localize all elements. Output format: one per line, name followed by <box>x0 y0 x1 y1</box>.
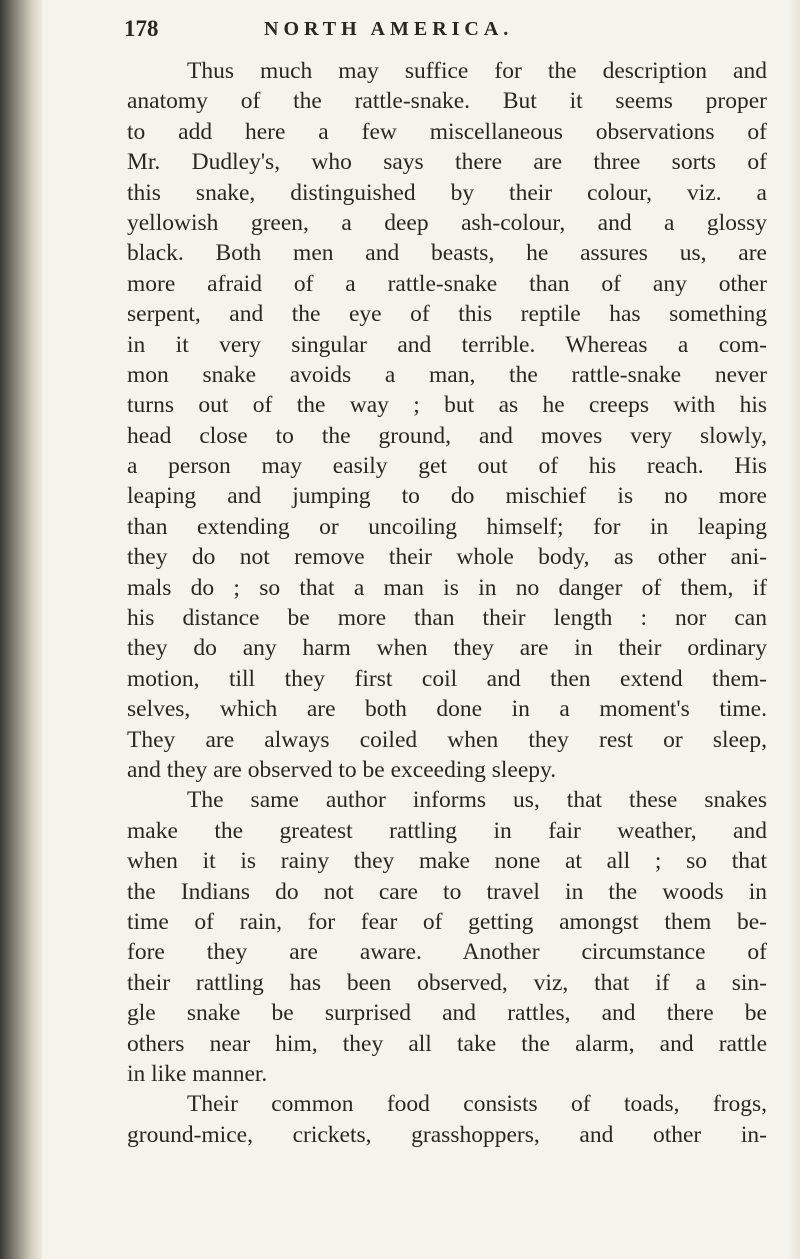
text-line: ground-mice, crickets, grasshoppers, and other in- <box>127 1121 767 1148</box>
text-line: in like manner. <box>127 1060 268 1087</box>
book-gutter <box>0 0 42 1259</box>
text-line: mals do ; so that a man is in no danger of them, if <box>127 574 767 601</box>
text-line: selves, which are both done in a moment's time. <box>127 696 767 723</box>
page-edge <box>788 0 800 1259</box>
text-line: anatomy of the rattle-snake. But it seems proper <box>127 88 767 115</box>
text-line: and they are observed to be exceeding sleepy. <box>127 756 557 783</box>
text-line: in it very singular and terrible. Whereas a com- <box>127 331 767 358</box>
text-line: The same author informs us, that these snakes <box>187 787 767 814</box>
text-line: the Indians do not care to travel in the woods in <box>127 878 767 905</box>
text-line: to add here a few miscellaneous observations of <box>127 118 767 145</box>
text-line: they do not remove their whole body, as other ani- <box>127 544 767 571</box>
text-line: fore they are aware. Another circumstance of <box>127 939 767 966</box>
text-line: leaping and jumping to do mischief is no more <box>127 483 767 510</box>
text-line: black. Both men and beasts, he assures us, are <box>127 240 767 267</box>
text-line: They are always coiled when they rest or sleep, <box>127 726 767 753</box>
text-line: Mr. Dudley's, who says there are three sorts of <box>127 149 767 176</box>
text-line: this snake, distinguished by their colour, viz. a <box>127 179 767 206</box>
text-line: time of rain, for fear of getting amongst them be- <box>127 908 767 935</box>
text-line: they do any harm when they are in their ordinary <box>127 635 767 662</box>
running-head: NORTH AMERICA. <box>264 18 514 40</box>
text-line: their rattling has been observed, viz, that if a sin- <box>127 969 767 996</box>
text-line: head close to the ground, and moves very slowly, <box>127 422 767 449</box>
text-line: Thus much may suffice for the description and <box>187 58 767 84</box>
text-line: gle snake be surprised and rattles, and there be <box>127 1000 767 1027</box>
body-text <box>127 56 767 1150</box>
text-line: Their common food consists of toads, frogs, <box>187 1091 767 1118</box>
text-line: yellowish green, a deep ash-colour, and a glossy <box>127 209 767 236</box>
text-line: mon snake avoids a man, the rattle-snake never <box>127 361 767 388</box>
text-line: make the greatest rattling in fair weather, and <box>127 817 767 844</box>
text-line: when it is rainy they make none at all ; so that <box>127 848 767 875</box>
text-line: than extending or uncoiling himself; for in leaping <box>127 513 767 540</box>
text-line: others near him, they all take the alarm, and rattle <box>127 1030 767 1057</box>
text-line: his distance be more than their length : nor can <box>127 605 767 632</box>
text-line: a person may easily get out of his reach. His <box>127 453 767 480</box>
page-number: 178 <box>124 16 159 41</box>
text-line: turns out of the way ; but as he creeps with his <box>127 392 767 419</box>
text-line: serpent, and the eye of this reptile has something <box>127 301 767 328</box>
text-line: more afraid of a rattle-snake than of any other <box>127 270 767 297</box>
page-header <box>124 16 764 48</box>
text-line: motion, till they first coil and then extend them- <box>127 665 767 692</box>
